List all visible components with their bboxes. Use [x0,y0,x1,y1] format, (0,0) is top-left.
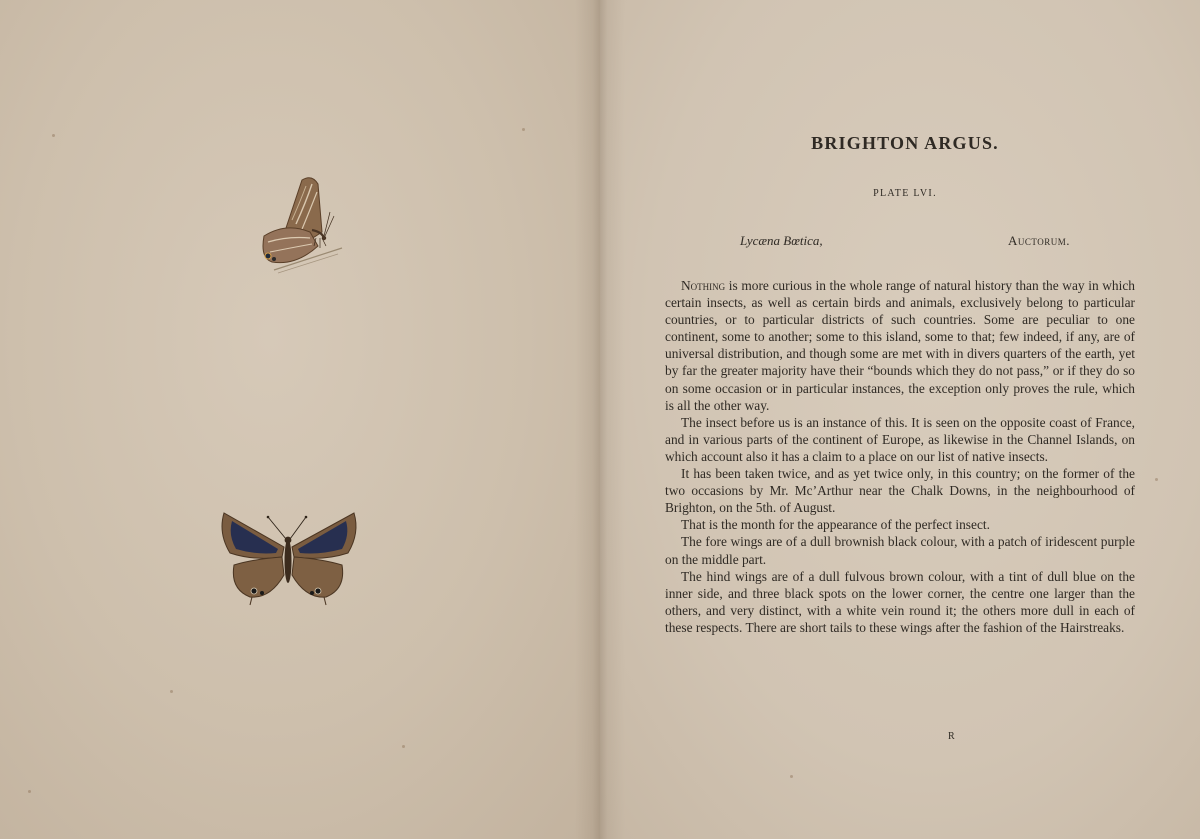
paper-speck [790,775,793,778]
paragraph-text: is more curious in the whole range of natural history than the way in which certain insects, as well as certain birds and animals, exclusively belong to particular countries, or to particular districts of such countries. Some are peculiar to one continent, some to another; some to this island, some to that; few indeed, if any, are of universal distribution, and though some are met with in divers quarters of the earth, yet by far the greater majority have their “bounds which they do not pass,” or if they do so on some occasion or in particular instances, the exception only proves the rule, which is all the other way. [665,278,1135,413]
butterfly-open-wings-icon [216,505,361,610]
paragraph: The insect before us is an instance of this. It is seen on the opposite coast of France, and in various parts of the continent of Europe, as likewise in the Channel Islands, on which account also it has a claim to a place on our list of native insects. [665,414,1135,464]
paragraph: That is the month for the appearance of the perfect insect. [681,517,990,533]
paragraph [665,277,1135,414]
lead-word: Nothing [681,278,726,293]
signature-mark: R [948,731,956,742]
plate-label: PLATE LVI. [873,188,937,199]
page-title: BRIGHTON ARGUS. [811,133,999,153]
species-author: Auctorum. [1008,233,1070,248]
body-text [665,277,1135,636]
paragraph: The fore wings are of a dull brownish black colour, with a patch of iridescent purple on the middle part. [665,534,1135,567]
paper-speck [28,790,31,793]
paragraph: The hind wings are of a dull fulvous brown colour, with a tint of dull blue on the inner side, and three black spots on the lower corner, the centre one larger than the others, and very distinct, with a white vein round it; the others more dull in each of these respects. There are short tails to these wings after the fashion of the Hairstreaks. [665,568,1135,635]
butterfly-side-view-icon [250,172,350,282]
paragraph: It has been taken twice, and as yet twice only, in this country; on the former of the two occasions by Mr. Mc’Arthur near the Chalk Downs, in the neighbourhood of Brighton, on the 5th. of August. [665,466,1135,516]
paper-speck [522,128,525,131]
species-line [740,233,1070,249]
paper-speck [170,690,173,693]
book-gutter [575,0,625,839]
paper-speck [1155,478,1158,481]
species-name: Lycæna Bœtica, [740,233,823,248]
paper-speck [52,134,55,137]
paper-speck [402,745,405,748]
